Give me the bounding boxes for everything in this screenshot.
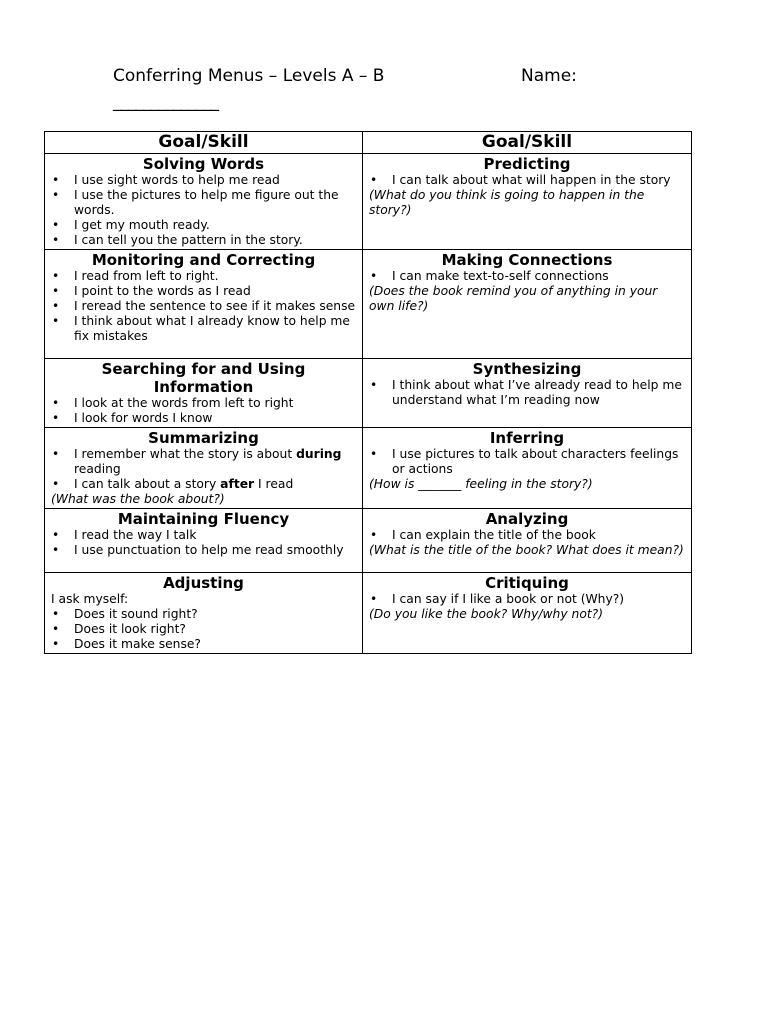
list-item: • I get my mouth ready. (51, 218, 356, 233)
list-item: • I use the pictures to help me figure out the words. (51, 188, 356, 218)
prompt-question: (Do you like the book? Why/why not?) (369, 607, 604, 621)
skill-list (51, 173, 356, 248)
skill-heading: Critiquing (485, 574, 569, 592)
skill-list (369, 528, 685, 543)
table-row (45, 428, 692, 509)
list-item: • I can talk about what will happen in the story (369, 173, 685, 188)
table-row (45, 359, 692, 428)
column-header-goal-skill-right: Goal/Skill (363, 132, 692, 154)
skill-list (369, 447, 685, 477)
prompt-question: (What do you think is going to happen in the story?) (369, 188, 645, 217)
list-item: • I think about what I already know to help me fix mistakes (51, 314, 356, 344)
cell-making-connections (363, 250, 692, 359)
conferring-menu-table (44, 131, 692, 654)
list-item: • I think about what I’ve already read to help me understand what I’m reading now (369, 378, 685, 408)
cell-predicting (363, 154, 692, 250)
cell-summarizing (45, 428, 363, 509)
skill-heading: Adjusting (163, 574, 244, 592)
skill-list (369, 592, 685, 607)
emphasis-during: during (296, 447, 342, 461)
column-header-goal-skill-left: Goal/Skill (45, 132, 363, 154)
list-item: • I can tell you the pattern in the story. (51, 233, 356, 248)
skill-list (369, 378, 685, 408)
skill-list (51, 396, 356, 426)
name-blank-line: ______________ (113, 92, 218, 112)
list-item: • I can say if I like a book or not (Why?) (369, 592, 685, 607)
skill-list (51, 607, 356, 652)
list-item-text: I can talk about a story (74, 477, 221, 491)
emphasis-after: after (220, 477, 255, 491)
skill-heading: Predicting (483, 155, 571, 173)
cell-searching-for-and-using-information (45, 359, 363, 428)
cell-maintaining-fluency (45, 509, 363, 573)
list-item (51, 447, 356, 477)
cell-solving-words (45, 154, 363, 250)
cell-monitoring-and-correcting (45, 250, 363, 359)
skill-list (369, 173, 685, 188)
skill-heading: Inferring (489, 429, 565, 447)
table-row (45, 509, 692, 573)
document-header (113, 66, 673, 90)
list-item: • Does it sound right? (51, 607, 356, 622)
list-item-text: reading (74, 462, 121, 476)
cell-inferring (363, 428, 692, 509)
list-item: • I can explain the title of the book (369, 528, 685, 543)
table-header-row (45, 132, 692, 154)
skill-heading: Searching for and Using Information (101, 360, 306, 396)
list-item: • I read the way I talk (51, 528, 356, 543)
skill-list (51, 528, 356, 558)
skill-list (369, 269, 685, 284)
list-item: • I use sight words to help me read (51, 173, 356, 188)
list-item: • Does it make sense? (51, 637, 356, 652)
cell-adjusting (45, 573, 363, 654)
prompt-question: (How is _______ feeling in the story?) (369, 477, 593, 491)
table-row (45, 573, 692, 654)
skill-heading: Summarizing (148, 429, 259, 447)
skill-heading: Making Connections (441, 251, 613, 269)
list-item: • I use punctuation to help me read smoothly (51, 543, 356, 558)
list-item: • I look at the words from left to right (51, 396, 356, 411)
skill-heading: Solving Words (142, 155, 265, 173)
cell-critiquing (363, 573, 692, 654)
document-title: Conferring Menus – Levels A – B (113, 66, 385, 86)
skill-heading: Maintaining Fluency (117, 510, 290, 528)
list-item: • I read from left to right. (51, 269, 356, 284)
intro-text: I ask myself: (51, 592, 129, 606)
list-item: • I can make text-to-self connections (369, 269, 685, 284)
prompt-question: (What is the title of the book? What does it mean?) (369, 543, 684, 557)
cell-synthesizing (363, 359, 692, 428)
prompt-question: (What was the book about?) (51, 492, 225, 506)
list-item (51, 477, 356, 492)
table-row (45, 154, 692, 250)
skill-heading: Analyzing (485, 510, 569, 528)
list-item: • Does it look right? (51, 622, 356, 637)
skill-list (51, 269, 356, 344)
list-item-text: I remember what the story is about (74, 447, 297, 461)
list-item: • I point to the words as I read (51, 284, 356, 299)
table-row (45, 250, 692, 359)
list-item: • I look for words I know (51, 411, 356, 426)
skill-heading: Synthesizing (472, 360, 582, 378)
prompt-question: (Does the book remind you of anything in your own life?) (369, 284, 658, 313)
list-item-text: I read (254, 477, 294, 491)
cell-analyzing (363, 509, 692, 573)
skill-list (51, 447, 356, 492)
list-item: • I reread the sentence to see if it makes sense (51, 299, 356, 314)
skill-heading: Monitoring and Correcting (91, 251, 316, 269)
list-item: • I use pictures to talk about characters feelings or actions (369, 447, 685, 477)
name-label: Name: (521, 66, 577, 86)
